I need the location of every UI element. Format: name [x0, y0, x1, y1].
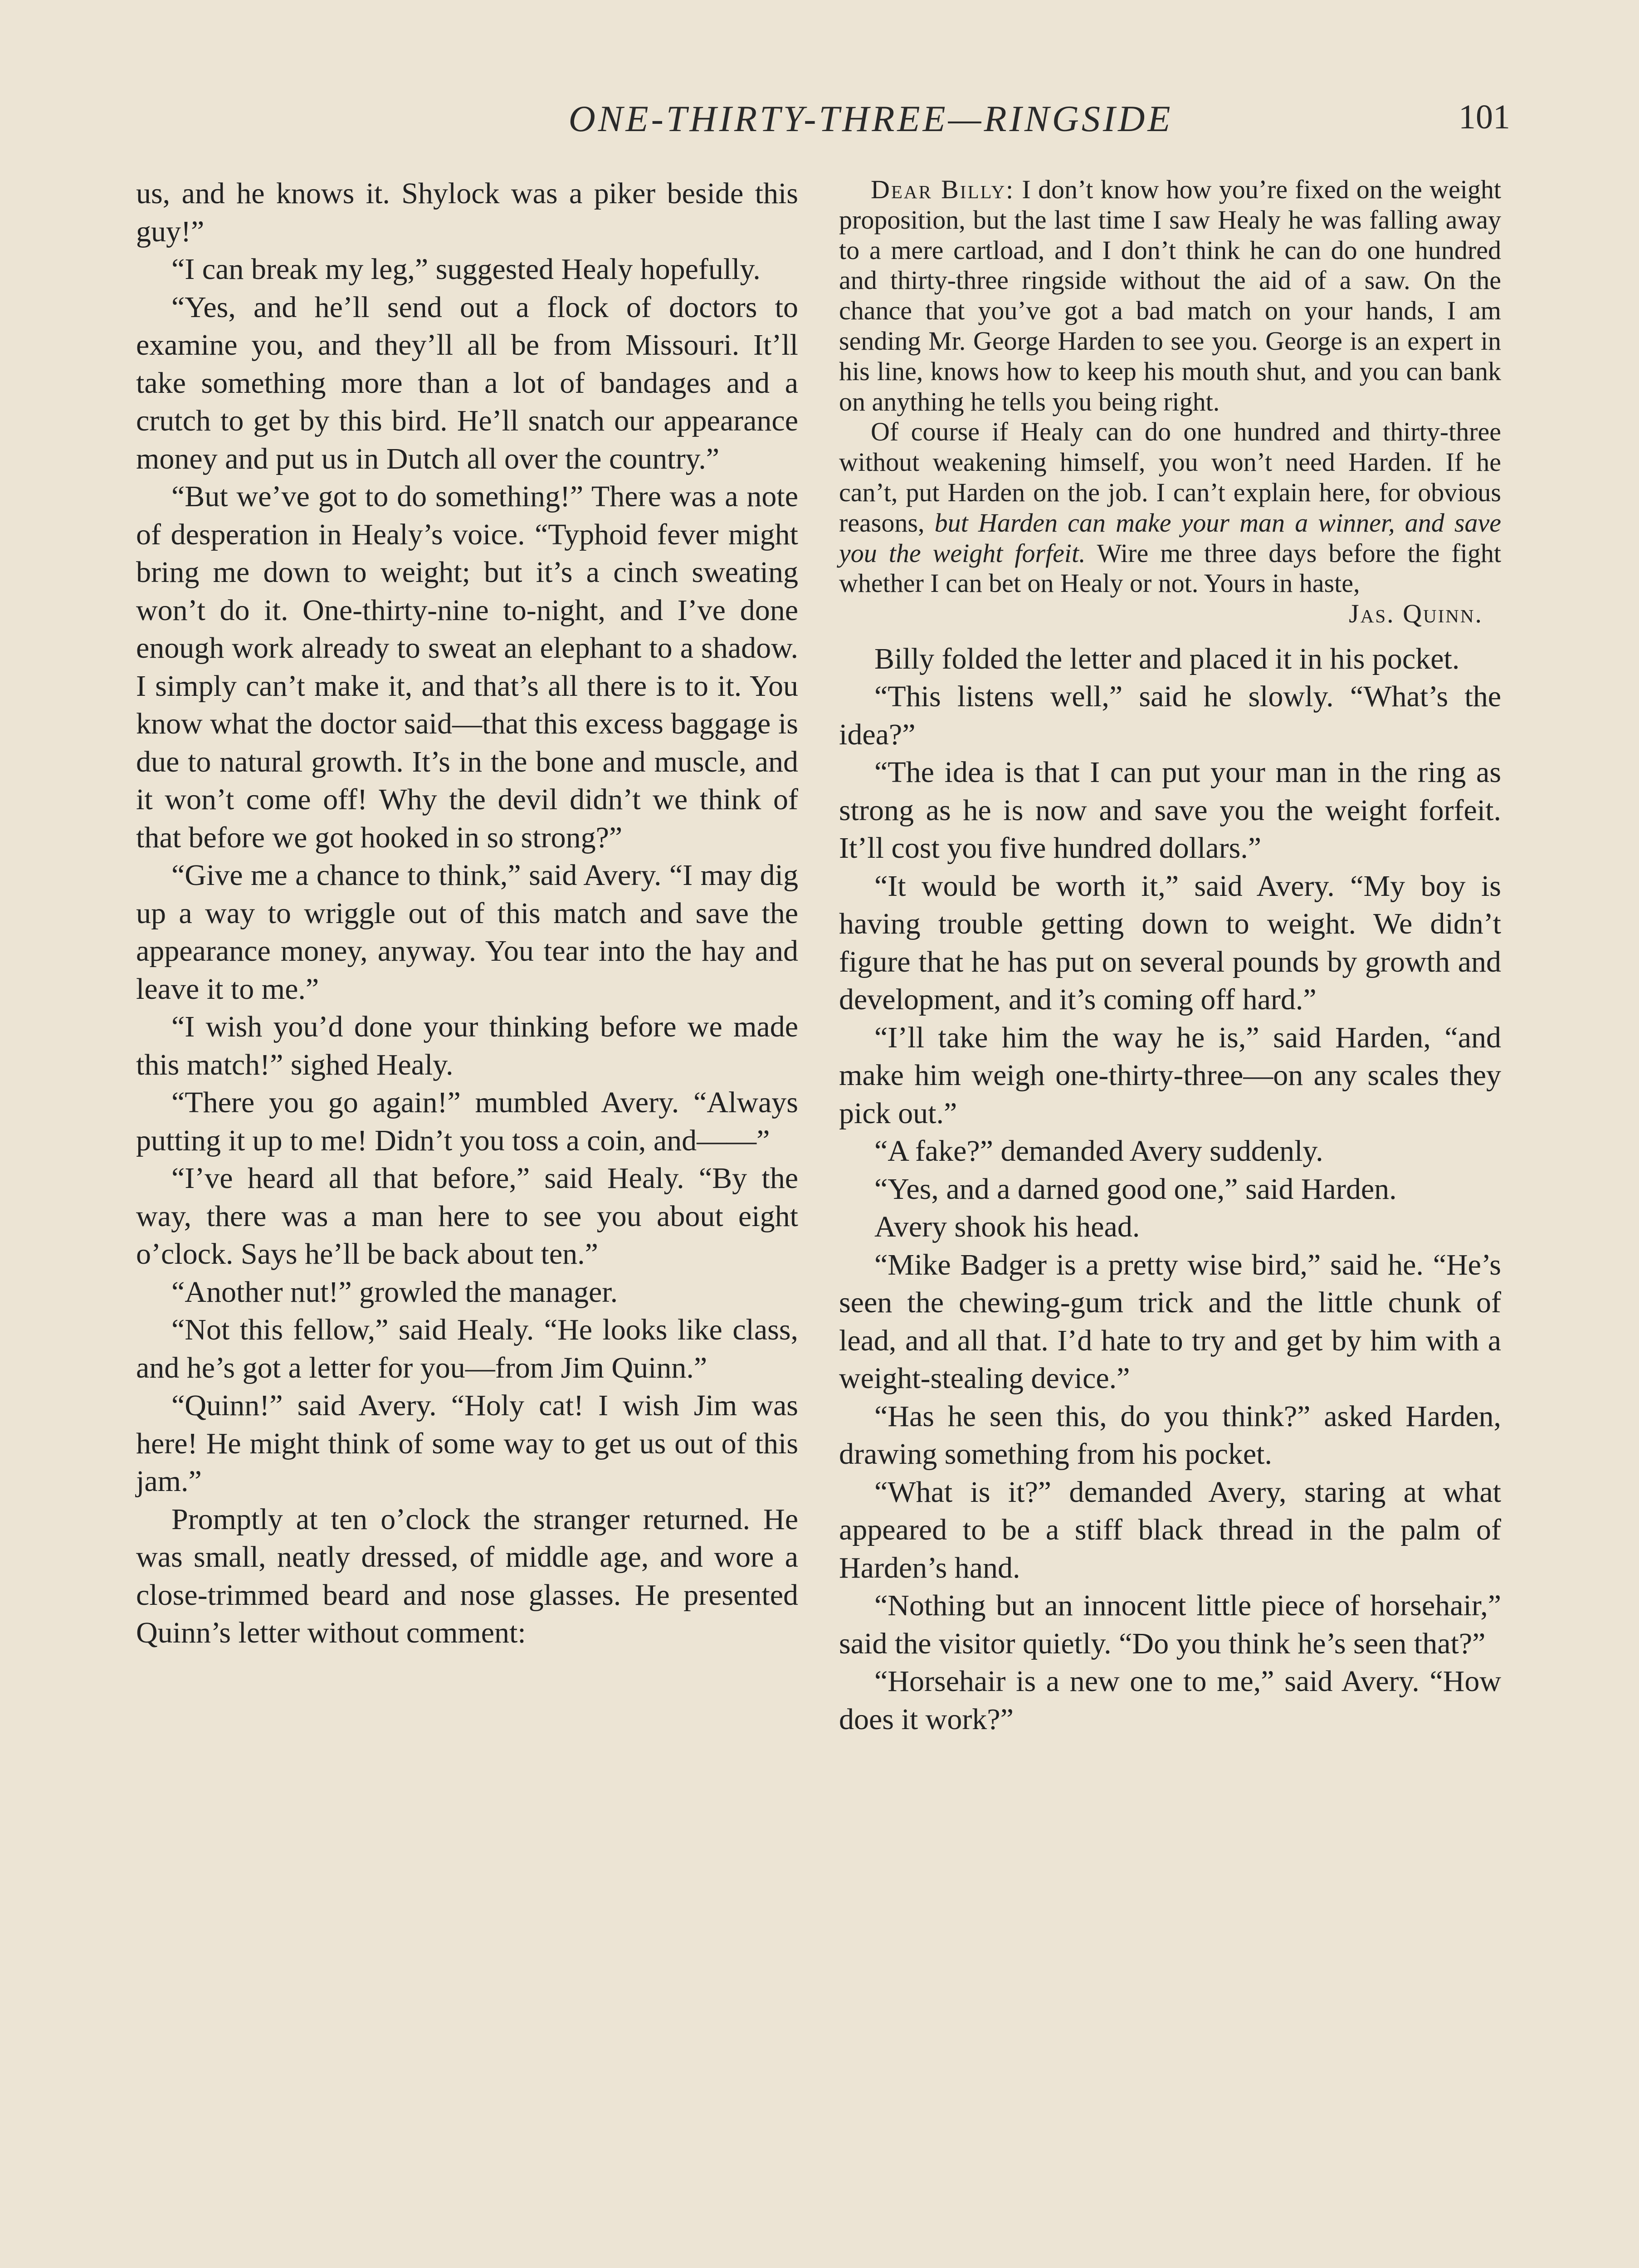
letter-italic-text: but Harden can make your man a winner, and save you the weight forfeit. [839, 508, 1501, 568]
paragraph: “The idea is that I can put your man in the ring as strong as he is now and save you the weight forfeit. It’ll cost you five hundred dollars.” [839, 756, 1501, 865]
paragraph: “Give me a chance to think,” said Avery. “I may dig up a way to wriggle out of this match and save the appearance money, anyway. You tear into the hay and leave it to me.” [136, 859, 798, 1006]
running-title: ONE-THIRTY-THREE—RINGSIDE [568, 98, 1173, 139]
paragraph: “Nothing but an innocent little piece of horsehair,” said the visitor quietly. “Do you think he’s seen that?” [839, 1589, 1501, 1660]
letter-text: I don’t know how you’re fixed on the weight proposition, but the last time I saw Healy he was falling away to a mere cartload, and I don’t think he can do one hundred and thirty-three ringside without the aid of a saw. On the chance that you’ve got a bad match on your hands, I am sending Mr. George Harden to see you. George is an expert in his line, knows how to keep his mouth shut, and you can bank on anything he tells you being right. [839, 175, 1501, 416]
paragraph: “Horsehair is a new one to me,” said Avery. “How does it work?” [839, 1665, 1501, 1736]
paragraph: “What is it?” demanded Avery, staring at what appeared to be a stiff black thread in the palm of Harden’s hand. [839, 1475, 1501, 1584]
paragraph: Avery shook his head. [874, 1210, 1140, 1244]
paragraph: “I can break my leg,” suggested Healy hopefully. [171, 253, 761, 286]
letter-signature: Jas. Quinn. [1349, 599, 1483, 629]
left-column [136, 175, 798, 1652]
paragraph: “It would be worth it,” said Avery. “My boy is having trouble getting down to weight. We didn’t figure that he has put on several pounds by growth and development, and it’s coming off hard.” [839, 869, 1501, 1017]
paragraph: “I’ll take him the way he is,” said Harden, “and make him weigh one-thirty-three—on any scales they pick out.” [839, 1021, 1501, 1130]
page-number: 101 [1459, 98, 1510, 136]
paragraph: Billy folded the letter and placed it in his pocket. [874, 642, 1460, 675]
letter-paragraph-1 [839, 175, 1501, 417]
paragraph: Promptly at ten o’clock the stranger returned. He was small, neatly dressed, of middle age, and wore a close-trimmed beard and nose glasses. He presented Quinn’s letter without comment: [136, 1502, 798, 1649]
letter-text: Wire me three days before the fight whether I can bet on Healy or not. Yours in haste, [839, 538, 1501, 598]
paragraph: “I wish you’d done your thinking before we made this match!” sighed Healy. [136, 1010, 798, 1081]
paragraph: “Another nut!” growled the manager. [171, 1275, 618, 1309]
letter-paragraph-2 [839, 417, 1501, 629]
paragraph: “Yes, and he’ll send out a flock of doctors to examine you, and they’ll all be from Missouri. It’ll take something more than a lot of bandages and a crutch to get by this bird. He’ll snatch our appearance money and put us in Dutch all over the country.” [136, 290, 798, 475]
paragraph: “But we’ve got to do something!” There was a note of desperation in Healy’s voice. “Typhoid fever might bring me down to weight; but it’s a cinch sweating won’t do it. One-thirty-nine to-night, and I’ve done enough work already to sweat an elephant to a shadow. I simply can’t make it, and that’s all there is to it. You know what the doctor said—that this excess baggage is due to natural growth. It’s in the bone and muscle, and it won’t come off! Why the devil didn’t we think of that before we got hooked in so strong?” [136, 480, 798, 854]
letter-salutation: Dear Billy: [871, 175, 1015, 204]
right-column [839, 175, 1501, 1738]
paragraph: “Quinn!” said Avery. “Holy cat! I wish Jim was here! He might think of some way to get us out of this jam.” [136, 1389, 798, 1498]
paragraph: “Not this fellow,” said Healy. “He looks like class, and he’s got a letter for you—from Jim Quinn.” [136, 1313, 798, 1384]
paragraph: us, and he knows it. Shylock was a piker beside this guy!” [136, 177, 798, 248]
paragraph: “A fake?” demanded Avery suddenly. [874, 1134, 1323, 1168]
quinn-letter [839, 175, 1501, 629]
paragraph: “This listens well,” said he slowly. “What’s the idea?” [839, 680, 1501, 751]
paragraph: “Has he seen this, do you think?” asked Harden, drawing something from his pocket. [839, 1399, 1501, 1471]
page-header [136, 98, 1519, 147]
letter-text: Of course if Healy can do one hundred and thirty-three without weakening himself, you won’t need Harden. If he can’t, put Harden on the job. I can’t explain here, for obvious reasons, [839, 417, 1501, 538]
paragraph: “There you go again!” mumbled Avery. “Always putting it up to me! Didn’t you toss a coin, and——” [136, 1086, 798, 1157]
paragraph: “I’ve heard all that before,” said Healy. “By the way, there was a man here to see you about eight o’clock. Says he’ll be back about ten.” [136, 1162, 798, 1271]
paragraph: “Yes, and a darned good one,” said Harden. [874, 1172, 1397, 1206]
paragraph: “Mike Badger is a pretty wise bird,” said he. “He’s seen the chewing-gum trick and the little chunk of lead, and all that. I’d hate to try and get by him with a weight-stealing device.” [839, 1248, 1501, 1395]
